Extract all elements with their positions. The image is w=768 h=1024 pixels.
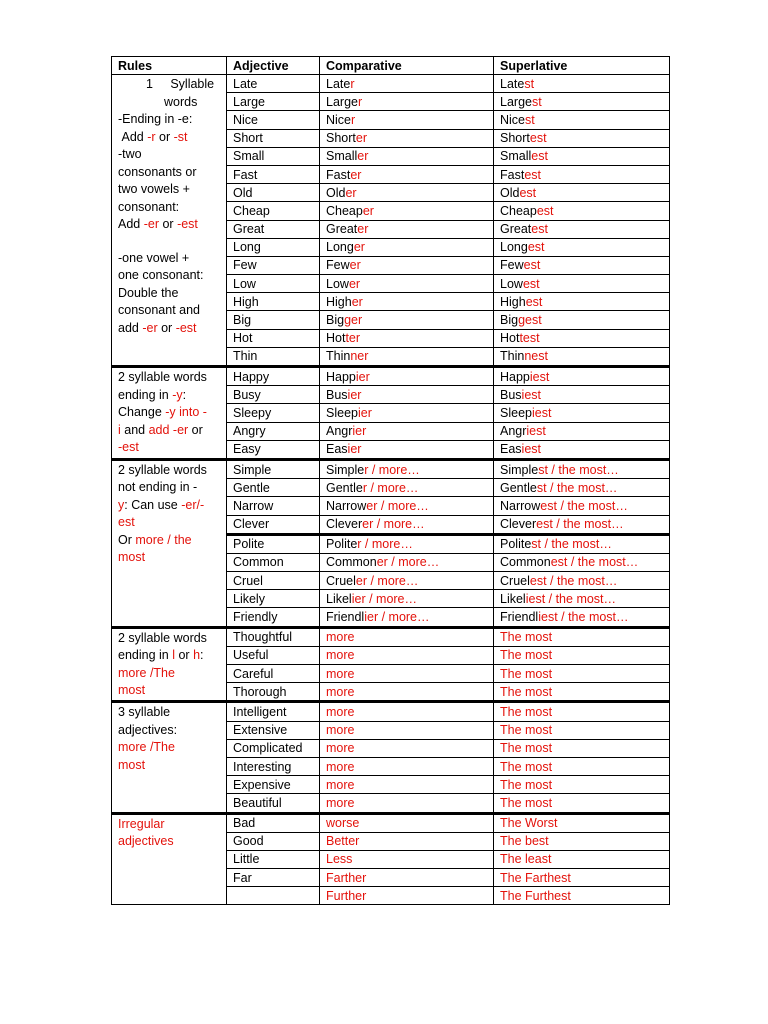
- rule-irregular: Irregular adjectives: [112, 813, 227, 905]
- superlative-cell: The least: [494, 850, 670, 868]
- superlative-cell: Highest: [494, 293, 670, 311]
- adjective-cell: Long: [227, 238, 320, 256]
- rule-one-syllable: 1 Syllable words -Ending in -e: Add -r or -st -two consonants or two vowels + consonant: Add -er or -est -one vowel + one consonant: Double the consonant and add -er or -est: [112, 75, 227, 367]
- comparative-cell: Thinner: [320, 347, 494, 366]
- comparative-cell: more: [320, 721, 494, 739]
- header-row: [112, 57, 670, 75]
- adjective-cell: Cheap: [227, 202, 320, 220]
- superlative-cell: The most: [494, 683, 670, 702]
- superlative-cell: Happiest: [494, 367, 670, 386]
- superlative-cell: Friendliest / the most…: [494, 608, 670, 627]
- superlative-cell: Thinnest: [494, 347, 670, 366]
- superlative-cell: Fastest: [494, 165, 670, 183]
- superlative-cell: The best: [494, 832, 670, 850]
- adjective-cell: Likely: [227, 590, 320, 608]
- adjective-cell: Good: [227, 832, 320, 850]
- superlative-cell: The most: [494, 665, 670, 683]
- adjective-cell: Busy: [227, 386, 320, 404]
- comparative-cell: Cleverer / more…: [320, 515, 494, 534]
- comparative-cell: Narrower / more…: [320, 497, 494, 515]
- comparative-cell: Better: [320, 832, 494, 850]
- adjective-cell: Clever: [227, 515, 320, 534]
- adjective-cell: Expensive: [227, 776, 320, 794]
- superlative-cell: Cruelest / the most…: [494, 572, 670, 590]
- adjective-cell: Friendly: [227, 608, 320, 627]
- adjective-cell: Careful: [227, 665, 320, 683]
- superlative-cell: Biggest: [494, 311, 670, 329]
- comparative-cell: Longer: [320, 238, 494, 256]
- adjective-cell: High: [227, 293, 320, 311]
- superlative-cell: The most: [494, 721, 670, 739]
- adjective-cell: Large: [227, 93, 320, 111]
- comparative-cell: more: [320, 739, 494, 757]
- table-row: [112, 627, 670, 646]
- adjective-cell: Complicated: [227, 739, 320, 757]
- comparative-cell: Sleepier: [320, 404, 494, 422]
- adjective-cell: Extensive: [227, 721, 320, 739]
- adjective-cell: Low: [227, 275, 320, 293]
- comparative-cell: Commoner / more…: [320, 553, 494, 571]
- adjective-cell: Beautiful: [227, 794, 320, 813]
- superlative-cell: Hottest: [494, 329, 670, 347]
- comparative-cell: more: [320, 702, 494, 721]
- comparative-cell: Gentler / more…: [320, 479, 494, 497]
- adjective-cell: Fast: [227, 165, 320, 183]
- comparative-cell: more: [320, 665, 494, 683]
- comparative-cell: Older: [320, 184, 494, 202]
- rule-two-syllable-y: 2 syllable words ending in -y: Change -y into - i and add -er or -est: [112, 367, 227, 460]
- adjective-cell: [227, 887, 320, 905]
- rule-two-syllable-l-h: 2 syllable words ending in l or h: more /The most: [112, 627, 227, 702]
- adjective-cell: Bad: [227, 813, 320, 832]
- superlative-cell: Gentlest / the most…: [494, 479, 670, 497]
- comparative-cell: Smaller: [320, 147, 494, 165]
- comparative-cell: Fewer: [320, 256, 494, 274]
- adjective-cell: Big: [227, 311, 320, 329]
- comparative-cell: Less: [320, 850, 494, 868]
- comparative-cell: Later: [320, 75, 494, 93]
- superlative-cell: Longest: [494, 238, 670, 256]
- table-row: [112, 75, 670, 93]
- adjective-cell: Common: [227, 553, 320, 571]
- adjective-cell: Intelligent: [227, 702, 320, 721]
- adjective-cell: Small: [227, 147, 320, 165]
- adjective-cell: Great: [227, 220, 320, 238]
- superlative-cell: Nicest: [494, 111, 670, 129]
- superlative-cell: The most: [494, 739, 670, 757]
- superlative-cell: Busiest: [494, 386, 670, 404]
- rule-two-syllable-other: 2 syllable words not ending in - y: Can use -er/- est Or more / the most: [112, 459, 227, 627]
- comparative-cell: Angrier: [320, 422, 494, 440]
- comparative-cell: Busier: [320, 386, 494, 404]
- comparative-cell: Nicer: [320, 111, 494, 129]
- superlative-cell: Politest / the most…: [494, 534, 670, 553]
- comparative-cell: worse: [320, 813, 494, 832]
- adjective-cell: Useful: [227, 646, 320, 664]
- superlative-cell: The most: [494, 627, 670, 646]
- header-superlative: Superlative: [494, 57, 670, 75]
- superlative-cell: Likeliest / the most…: [494, 590, 670, 608]
- adjective-cell: Gentle: [227, 479, 320, 497]
- superlative-cell: Shortest: [494, 129, 670, 147]
- comparative-cell: more: [320, 646, 494, 664]
- superlative-cell: Smallest: [494, 147, 670, 165]
- table-row: [112, 367, 670, 386]
- adjective-cell: Polite: [227, 534, 320, 553]
- adjective-cell: Short: [227, 129, 320, 147]
- superlative-cell: Simplest / the most…: [494, 459, 670, 478]
- comparative-cell: Friendlier / more…: [320, 608, 494, 627]
- comparative-cell: more: [320, 776, 494, 794]
- comparative-cell: Cheaper: [320, 202, 494, 220]
- comparative-cell: Further: [320, 887, 494, 905]
- table-row: [112, 813, 670, 832]
- adjective-cell: Cruel: [227, 572, 320, 590]
- comparative-cell: Larger: [320, 93, 494, 111]
- superlative-cell: The Furthest: [494, 887, 670, 905]
- adjective-cell: Far: [227, 869, 320, 887]
- adjective-cell: Old: [227, 184, 320, 202]
- comparatives-table: [111, 56, 670, 905]
- adjective-cell: Angry: [227, 422, 320, 440]
- comparative-cell: Higher: [320, 293, 494, 311]
- table-row: [112, 459, 670, 478]
- adjective-cell: Sleepy: [227, 404, 320, 422]
- comparative-cell: Easier: [320, 440, 494, 459]
- adjective-cell: Late: [227, 75, 320, 93]
- superlative-cell: Sleepiest: [494, 404, 670, 422]
- superlative-cell: The Farthest: [494, 869, 670, 887]
- comparative-cell: Farther: [320, 869, 494, 887]
- adjective-cell: Thoughtful: [227, 627, 320, 646]
- comparative-cell: more: [320, 757, 494, 775]
- superlative-cell: The most: [494, 757, 670, 775]
- comparative-cell: more: [320, 794, 494, 813]
- rule-three-syllable: 3 syllable adjectives: more /The most: [112, 702, 227, 813]
- comparative-cell: more: [320, 683, 494, 702]
- superlative-cell: Easiest: [494, 440, 670, 459]
- comparative-cell: Likelier / more…: [320, 590, 494, 608]
- adjective-cell: Little: [227, 850, 320, 868]
- comparative-cell: Bigger: [320, 311, 494, 329]
- superlative-cell: The most: [494, 646, 670, 664]
- comparative-cell: more: [320, 627, 494, 646]
- comparative-cell: Faster: [320, 165, 494, 183]
- comparative-cell: Simpler / more…: [320, 459, 494, 478]
- adjective-cell: Thorough: [227, 683, 320, 702]
- superlative-cell: The most: [494, 702, 670, 721]
- comparative-cell: Happier: [320, 367, 494, 386]
- comparative-cell: Shorter: [320, 129, 494, 147]
- comparative-cell: Hotter: [320, 329, 494, 347]
- superlative-cell: Cheapest: [494, 202, 670, 220]
- comparative-cell: Greater: [320, 220, 494, 238]
- adjective-cell: Narrow: [227, 497, 320, 515]
- adjective-cell: Interesting: [227, 757, 320, 775]
- comparative-cell: Politer / more…: [320, 534, 494, 553]
- superlative-cell: Commonest / the most…: [494, 553, 670, 571]
- adjective-cell: Thin: [227, 347, 320, 366]
- table-row: [112, 702, 670, 721]
- header-adjective: Adjective: [227, 57, 320, 75]
- superlative-cell: The most: [494, 794, 670, 813]
- adjective-cell: Nice: [227, 111, 320, 129]
- superlative-cell: Lowest: [494, 275, 670, 293]
- superlative-cell: Fewest: [494, 256, 670, 274]
- header-rules: Rules: [112, 57, 227, 75]
- adjective-cell: Simple: [227, 459, 320, 478]
- comparative-cell: Lower: [320, 275, 494, 293]
- superlative-cell: Oldest: [494, 184, 670, 202]
- header-comparative: Comparative: [320, 57, 494, 75]
- adjective-cell: Happy: [227, 367, 320, 386]
- adjective-cell: Easy: [227, 440, 320, 459]
- superlative-cell: Cleverest / the most…: [494, 515, 670, 534]
- superlative-cell: Angriest: [494, 422, 670, 440]
- comparative-cell: Crueler / more…: [320, 572, 494, 590]
- superlative-cell: Greatest: [494, 220, 670, 238]
- adjective-cell: Hot: [227, 329, 320, 347]
- adjective-cell: Few: [227, 256, 320, 274]
- superlative-cell: The most: [494, 776, 670, 794]
- superlative-cell: Latest: [494, 75, 670, 93]
- superlative-cell: Largest: [494, 93, 670, 111]
- superlative-cell: The Worst: [494, 813, 670, 832]
- superlative-cell: Narrowest / the most…: [494, 497, 670, 515]
